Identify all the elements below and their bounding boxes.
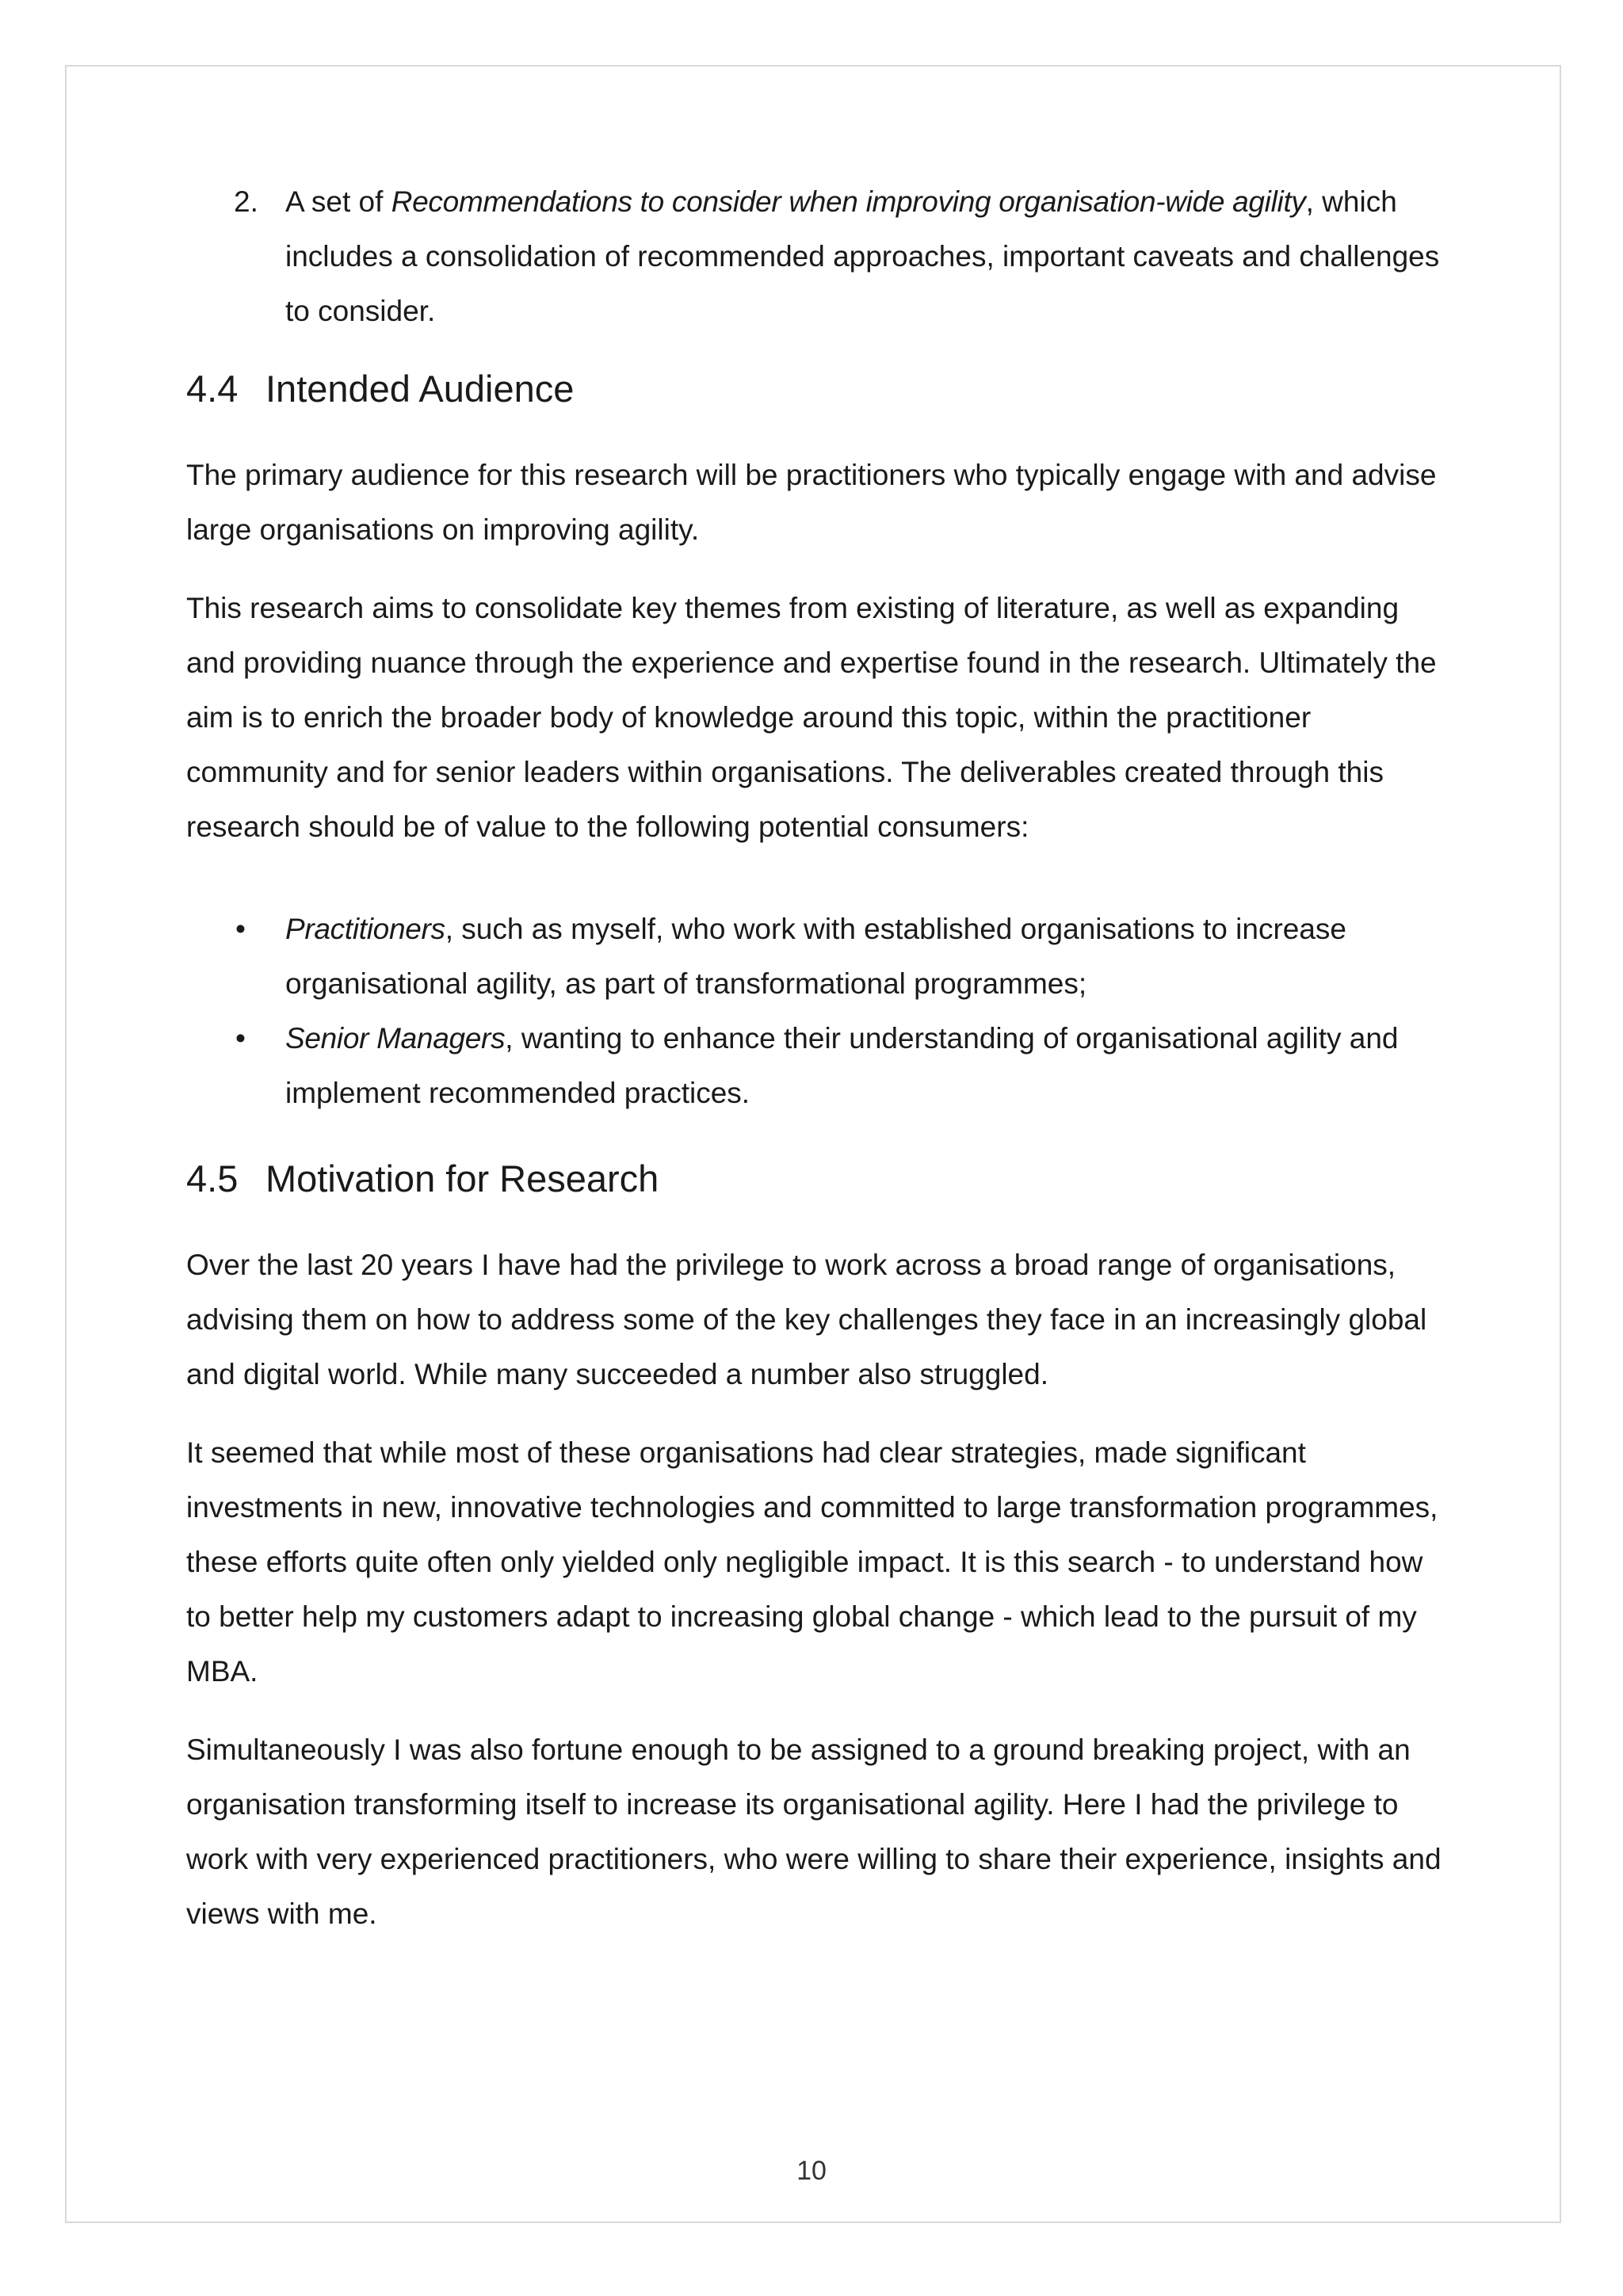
paragraph: It seemed that while most of these organisations had clear strategies, made significant investments in new, innovative technologies and committed to large transformation programmes, these efforts quite often only yielded only negligible impact. It is this search - to understand how to better help my customers adapt to increasing global change - which lead to the pursuit of my MBA.: [186, 1436, 1438, 1688]
item-prefix: A set of: [285, 185, 391, 218]
bullet-marker: •: [235, 1022, 246, 1055]
paragraph: This research aims to consolidate key themes from existing of literature, as well as expanding and providing nuance through the experience and expertise found in the research. Ultimately the aim is to enrich the broader body of knowledge around this topic, within the practitioner community and for senior leaders within organisations. The deliverables created through this research should be of value to the following potential consumers:: [186, 592, 1437, 843]
bullet-list-consumers: [186, 902, 1454, 1120]
item-emphasis: Recommendations to consider when improving organisation-wide agility: [391, 185, 1306, 218]
page-content: [186, 174, 1454, 1965]
paragraph: The primary audience for this research will be practitioners who typically engage with and advise large organisations on improving agility.: [186, 459, 1437, 546]
section-number: 4.5: [186, 1158, 239, 1199]
paragraph: Simultaneously I was also fortune enough to be assigned to a ground breaking project, with an organisation transforming itself to increase its organisational agility. Here I had the privilege to work with very experienced practitioners, who were willing to share their experience, insights and views with me.: [186, 1733, 1442, 1930]
section-title: Intended Audience: [265, 368, 575, 410]
bullet-emphasis: Senior Managers: [285, 1022, 506, 1055]
item-suffix: , which includes a consolidation of recommended approaches, important caveats and challenges to consider.: [285, 185, 1440, 327]
paragraph: Over the last 20 years I have had the privilege to work across a broad range of organisations, advising them on how to address some of the key challenges they face in an increasingly global and digital world. While many succeeded a number also struggled.: [186, 1249, 1427, 1390]
section-heading-motivation: [186, 1155, 1454, 1203]
bullet-text: , wanting to enhance their understanding of organisational agility and implement recommended practices.: [285, 1022, 1399, 1109]
section-title: Motivation for Research: [265, 1158, 659, 1199]
bullet-item-senior-managers: [186, 1011, 1454, 1120]
bullet-emphasis: Practitioners: [285, 913, 445, 945]
section-number: 4.4: [186, 368, 239, 410]
bullet-marker: •: [235, 913, 246, 945]
bullet-item-practitioners: [186, 902, 1454, 1011]
numbered-list-item-2: [186, 174, 1454, 338]
section-heading-intended-audience: [186, 365, 1454, 413]
page-number: 10: [796, 2156, 827, 2186]
list-number: 2.: [234, 185, 258, 218]
bullet-text: , such as myself, who work with established organisations to increase organisational agility, as part of transformational programmes;: [285, 913, 1346, 1000]
